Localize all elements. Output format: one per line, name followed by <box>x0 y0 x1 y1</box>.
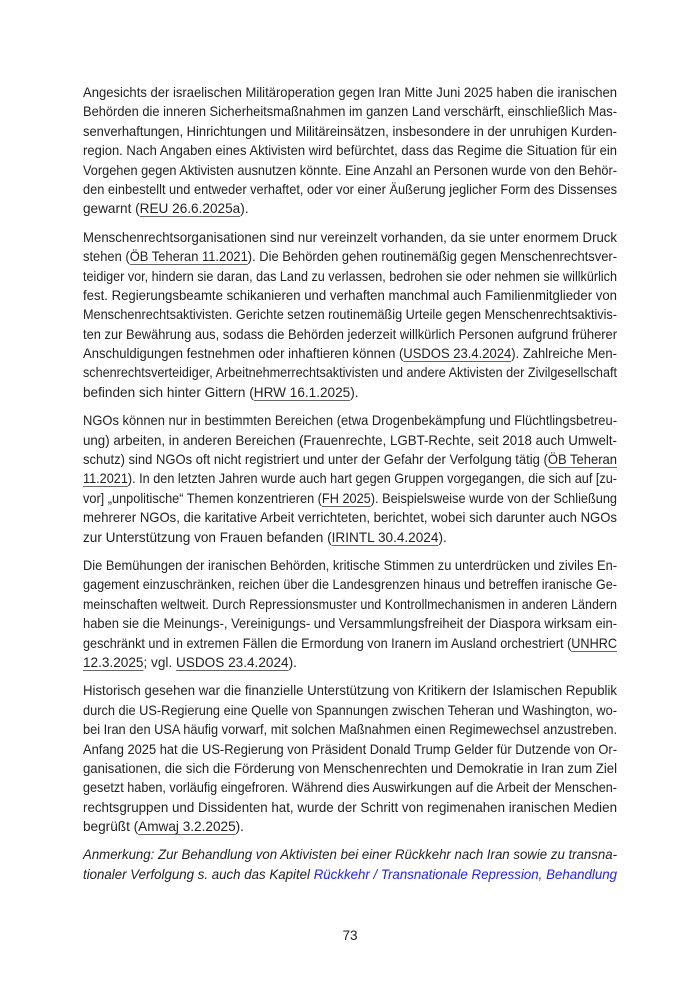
text-segment: ten zur Bewährung aus, sodass die Behörden jederzeit willkürlich Personen aufgrund früherer <box>83 326 617 342</box>
text-segment: durch die US-Regierung eine Quelle von Spannungen zwischen Teheran und Washington, wo- <box>83 702 617 718</box>
text-segment: ). <box>240 201 249 217</box>
text-segment: schenrechtsverteidiger, Arbeitnehmerrechtsaktivisten und andere Aktivisten der Zivilgesellschaft <box>83 365 617 381</box>
text-segment: ). <box>438 529 447 545</box>
text-segment: Menschenrechtsaktivisten. Gerichte setzen routinemäßig Urteile gegen Menschenrechtsaktivis- <box>83 307 617 323</box>
text-segment: bei Iran den USA häufig vorwarf, mit solchen Maßnahmen einen Regimewechsel anzustreben. <box>83 722 617 738</box>
text-segment: vor] „unpolitische“ Themen konzentrieren ( <box>83 490 322 506</box>
source-reference-link[interactable]: FH 2025 <box>321 490 371 506</box>
text-segment: ). Zahlreiche Men- <box>511 346 617 362</box>
text-segment: senverhaftungen, Hinrichtungen und Militäreinsätzen, insbesondere in der unruhigen Kurden- <box>83 123 617 139</box>
note-paragraph <box>83 845 617 884</box>
chapter-link[interactable]: Rückkehr / Transnationale Repression, Behandlung <box>313 866 617 882</box>
source-reference-link[interactable]: ÖB Teheran 11.2021 <box>129 249 248 265</box>
text-line <box>83 180 617 199</box>
text-line <box>83 845 617 864</box>
text-line <box>83 701 617 720</box>
text-segment: befinden sich hinter Gittern ( <box>83 384 254 400</box>
text-segment: teidiger vor, hindern sie daran, das Land zu verlassen, bedrohen sie oder nehmen sie willkürlich <box>83 268 617 284</box>
text-segment: zur Unterstützung von Frauen befanden ( <box>83 529 332 545</box>
paragraph <box>83 83 617 219</box>
text-segment: ). Beispielsweise wurde von der Schließung <box>370 490 618 506</box>
text-line <box>83 759 617 778</box>
text-segment: ). <box>350 384 359 400</box>
text-line <box>83 286 617 305</box>
text-segment: den einbestellt und entweder verhaftet, oder vor einer Äußerung jeglicher Form des Dissenses <box>83 181 617 197</box>
text-line <box>83 508 617 527</box>
text-segment: ). <box>235 819 244 835</box>
text-segment: ; vgl. <box>143 654 176 670</box>
text-line <box>83 469 617 488</box>
text-line <box>83 83 617 102</box>
source-reference-link[interactable]: ÖB Teheran <box>547 452 617 468</box>
text-line <box>83 411 617 430</box>
text-line <box>83 681 617 700</box>
text-segment: meinschaften weltweit. Durch Repressionsmuster und Kontrollmechanismen in anderen Ländern <box>83 596 617 612</box>
source-reference-link[interactable]: Amwaj 3.2.2025 <box>138 819 236 835</box>
text-segment: Menschenrechtsorganisationen sind nur vereinzelt vorhanden, da sie unter enormem Druck <box>83 229 617 245</box>
text-segment: region. Nach Angaben eines Aktivisten wird befürchtet, dass das Regime die Situation für ein <box>83 143 617 159</box>
text-line <box>83 267 617 286</box>
text-line <box>83 634 617 653</box>
text-segment: Behörden die inneren Sicherheitsmaßnahmen im ganzen Land verschärft, einschließlich Mas- <box>83 104 617 120</box>
text-segment: ). In den letzten Jahren wurde auch hart gegen Gruppen vorgegangen, die sich auf [zu- <box>127 471 618 487</box>
text-segment: ganisationen, die sich die Förderung von Menschenrechten und Demokratie in Iran zum Ziel <box>83 760 617 776</box>
text-line <box>83 161 617 180</box>
text-line <box>83 865 617 884</box>
source-reference-link[interactable]: USDOS 23.4.2024 <box>175 654 289 670</box>
text-line <box>83 740 617 759</box>
text-segment: begrüßt ( <box>83 819 139 835</box>
text-segment: ung) arbeiten, in anderen Bereichen (Frauenrechte, LGBT-Rechte, seit 2018 auch Umwelt- <box>83 432 617 448</box>
text-line <box>83 778 617 797</box>
paragraph <box>83 681 617 836</box>
text-segment: Vorgehen gegen Aktivisten ausnutzen könnte. Eine Anzahl an Personen wurde von den Behör- <box>83 162 617 178</box>
text-line <box>83 141 617 160</box>
text-line <box>83 798 617 817</box>
source-reference-link[interactable]: 11.2021 <box>83 471 128 487</box>
paragraph <box>83 228 617 403</box>
text-segment: geschränkt und in extremen Fällen die Ermordung von Iranern im Ausland orchestriert ( <box>83 635 572 651</box>
text-segment: gesetzt haben, vorläufig eingefroren. Während dies Auswirkungen auf die Arbeit der Menschen- <box>83 780 617 796</box>
source-reference-link[interactable]: REU 26.6.2025a <box>139 201 241 217</box>
text-line <box>83 720 617 739</box>
text-line <box>83 653 617 672</box>
text-line <box>83 247 617 266</box>
text-line <box>83 575 617 594</box>
text-segment: gagement einzuschränken, reichen über die Landesgrenzen hinaus und betreffen iranische Ge- <box>83 577 617 593</box>
text-segment: haben sie die Meinungs-, Vereinigungs- und Versammlungsfreiheit der Diaspora wirksam ein- <box>83 616 617 632</box>
text-line <box>83 450 617 469</box>
text-segment: tionaler Verfolgung s. auch das Kapitel <box>83 866 314 882</box>
text-line <box>83 228 617 247</box>
text-line <box>83 344 617 363</box>
text-segment: ). <box>288 654 297 670</box>
source-reference-link[interactable]: USDOS 23.4.2024 <box>403 346 512 362</box>
text-segment: gewarnt ( <box>83 201 140 217</box>
text-line <box>83 122 617 141</box>
source-reference-link[interactable]: IRINTL 30.4.2024 <box>331 529 439 545</box>
source-reference-link[interactable]: UNHRC <box>571 635 617 651</box>
paragraph <box>83 556 617 672</box>
text-segment: mehrerer NGOs, die karitative Arbeit verrichteten, berichtet, wobei sich darunter auch NGOs <box>83 510 617 526</box>
document-body <box>83 83 617 893</box>
text-line <box>83 102 617 121</box>
text-segment: schutz) sind NGOs oft nicht registriert und unter der Gefahr der Verfolgung tätig ( <box>83 452 548 468</box>
source-reference-link[interactable]: HRW 16.1.2025 <box>253 384 351 400</box>
page-number: 73 <box>342 928 358 943</box>
text-line <box>83 528 617 547</box>
text-segment: stehen ( <box>83 249 130 265</box>
text-line <box>83 595 617 614</box>
text-segment: fest. Regierungsbeamte schikanieren und verhaften manchmal auch Familienmitglieder von <box>83 287 617 303</box>
text-segment: Historisch gesehen war die finanzielle Unterstützung von Kritikern der Islamischen Republik <box>83 683 617 699</box>
text-segment: NGOs können nur in bestimmten Bereichen (etwa Drogenbekämpfung und Flüchtlingsbetreu- <box>83 413 617 429</box>
text-segment: Anfang 2025 hat die US-Regierung von Präsident Donald Trump Gelder für Dutzende von Or- <box>83 741 617 757</box>
text-segment: Anschuldigungen festnehmen oder inhaftieren können ( <box>83 346 404 362</box>
text-segment: Anmerkung: Zur Behandlung von Aktivisten bei einer Rückkehr nach Iran sowie zu transna- <box>83 847 617 863</box>
text-line <box>83 363 617 382</box>
text-line <box>83 325 617 344</box>
text-segment: Die Bemühungen der iranischen Behörden, kritische Stimmen zu unterdrücken und ziviles En- <box>83 557 617 573</box>
text-line <box>83 383 617 402</box>
text-line <box>83 431 617 450</box>
text-segment: Angesichts der israelischen Militäroperation gegen Iran Mitte Juni 2025 haben die iranischen <box>83 85 617 100</box>
text-line <box>83 614 617 633</box>
text-line <box>83 556 617 575</box>
paragraph <box>83 411 617 547</box>
text-segment: rechtsgruppen und Dissidenten hat, wurde der Schritt von regimenahen iranischen Medien <box>83 799 617 815</box>
source-reference-link[interactable]: 12.3.2025 <box>83 654 144 670</box>
text-line <box>83 489 617 508</box>
text-line <box>83 305 617 324</box>
text-line <box>83 817 617 836</box>
text-segment: ). Die Behörden gehen routinemäßig gegen Menschenrechtsver- <box>247 249 618 265</box>
text-line <box>83 199 617 218</box>
